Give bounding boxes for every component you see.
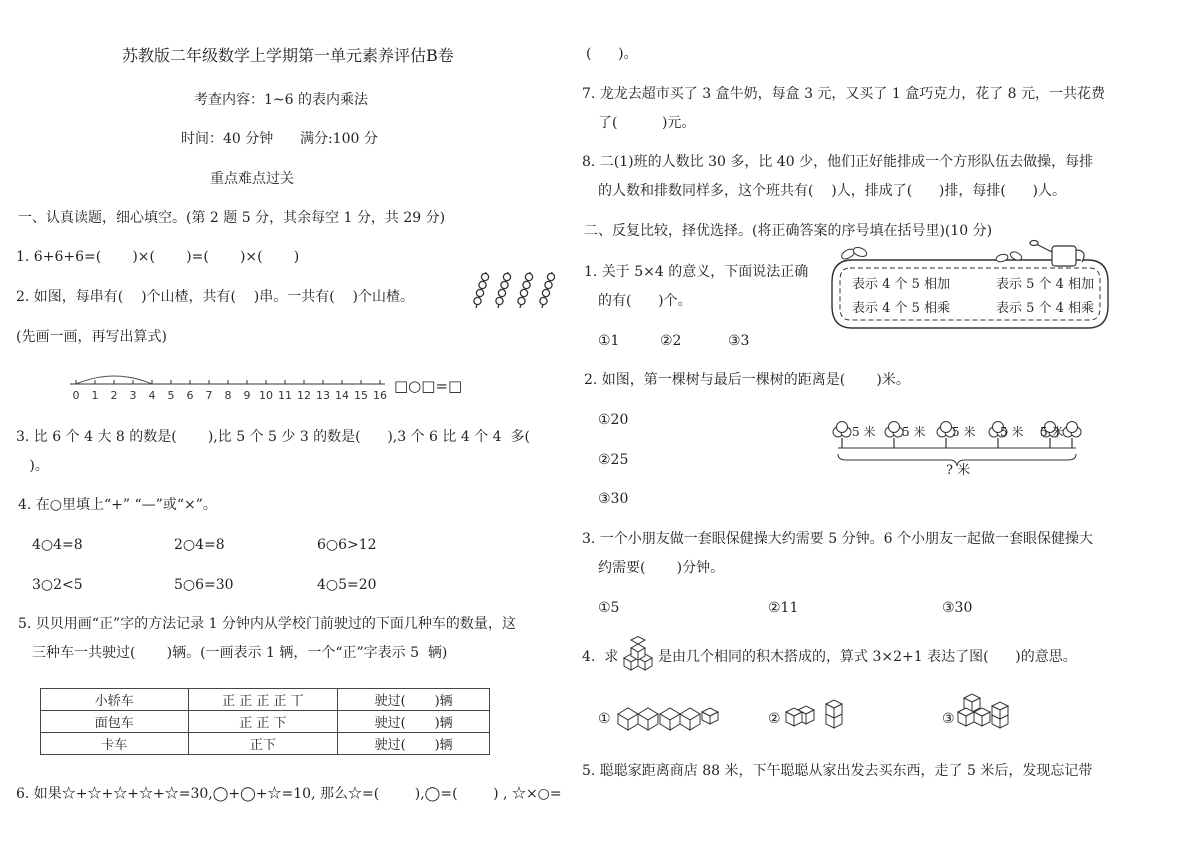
continued-blank: ( )。 <box>586 46 638 62</box>
choice-1-line-2: 的有( )个。 <box>598 293 692 309</box>
number-line-label: 2 <box>110 389 118 402</box>
number-line-label: 12 <box>297 389 311 402</box>
choice-option: ②25 <box>598 452 629 468</box>
number-line-label: 0 <box>72 389 80 402</box>
number-line-label: 3 <box>129 389 137 402</box>
number-line-label: 5 <box>167 389 175 402</box>
choice-option: ③ <box>942 711 955 727</box>
choice-2: 2. 如图，第一棵树与最后一棵树的距离是( )米。 <box>584 372 910 388</box>
choice-option: ①1 <box>598 333 620 349</box>
choice-option: ③3 <box>728 333 750 349</box>
choice-option: ③30 <box>598 491 629 507</box>
section-1-heading: 一、认真读题，细心填空。(第 2 题 5 分，其余每空 1 分，共 29 分) <box>18 210 446 226</box>
number-line-label: 7 <box>205 389 213 402</box>
choice-5: 5. 聪聪家距离商店 88 米，下午聪聪从家出发去买东西，走了 5 米后，发现忘记带 <box>582 763 1093 779</box>
tree-icon <box>885 422 903 449</box>
section-2-heading: 二、反复比较，择优选择。(将正确答案的序号填在括号里)(10 分) <box>584 223 993 239</box>
exam-content: 考查内容：1~6 的表内乘法 <box>194 92 368 108</box>
statement-3: 表示 4 个 5 相乘 <box>852 301 951 316</box>
block-stack-image <box>620 636 656 672</box>
exam-time-score: 时间：40 分钟 满分:100 分 <box>181 131 378 147</box>
question-2: 2. 如图，每串有( )个山楂，共有( )串。一共有( )个山楂。 <box>16 289 414 305</box>
question-4: 4. 在○里填上“+” “—”或“×”。 <box>18 497 217 513</box>
table-cell: 正 正 正 正 丅 <box>188 689 338 711</box>
tree-gap-label: 5 米 <box>1040 425 1064 439</box>
skewer-3 <box>518 272 533 308</box>
skewer-1 <box>474 272 489 308</box>
question-4-item: 3○2<5 <box>32 577 83 593</box>
skewer-4 <box>540 272 555 308</box>
tree-total-label: ? 米 <box>946 463 971 478</box>
choice-option: ①5 <box>598 600 620 616</box>
question-3-line-2: )。 <box>16 458 49 474</box>
block-figure-1 <box>616 700 720 734</box>
number-line-label: 8 <box>224 389 232 402</box>
table-cell: 驶过( )辆 <box>338 689 490 711</box>
question-3-line-1: 3. 比 6 个 4 大 8 的数是( ),比 5 个 5 少 3 的数是( ),3 个 6 比 4 个 4 多( <box>16 429 530 445</box>
question-4-item: 4○4=8 <box>32 537 83 553</box>
statement-4: 表示 5 个 4 相乘 <box>996 301 1095 316</box>
question-7-line-1: 7. 龙龙去超市买了 3 盒牛奶，每盒 3 元，又买了 1 盒巧克力，花了 8 元，一共花费 <box>582 86 1106 102</box>
choice-option: ③30 <box>942 600 973 616</box>
section-heading-key: 重点难点过关 <box>210 171 294 187</box>
tree-icon <box>1063 422 1081 449</box>
number-line-label: 16 <box>373 389 387 402</box>
question-8-line-2: 的人数和排数同样多，这个班共有( )人，排成了( )排，每排( )人。 <box>598 183 1066 199</box>
number-line-label: 11 <box>278 389 292 402</box>
number-line-label: 4 <box>148 389 156 402</box>
question-1: 1. 6+6+6=( )×( )=( )×( ) <box>16 249 300 265</box>
table-row <box>41 689 490 711</box>
number-line-label: 13 <box>316 389 330 402</box>
question-4-item: 6○6>12 <box>317 537 377 553</box>
hawthorn-skewers-image <box>468 268 564 310</box>
choice-option: ②2 <box>660 333 682 349</box>
choice-4-text: 是由几个相同的积木搭成的，算式 3×2+1 表达了图( )的意思。 <box>658 649 1077 665</box>
question-5-line-2: 三种车一共驶过( )辆。(一画表示 1 辆，一个“正”字表示 5 辆) <box>32 645 448 661</box>
number-line-label: 15 <box>354 389 368 402</box>
question-4-item: 2○4=8 <box>174 537 225 553</box>
number-line-label: 1 <box>91 389 99 402</box>
table-cell: 正 正 下 <box>188 711 338 733</box>
table-cell: 驶过( )辆 <box>338 733 490 755</box>
tree-icon <box>833 422 851 449</box>
block-figure-3 <box>956 692 1012 732</box>
question-7-line-2: 了( )元。 <box>598 115 696 131</box>
statement-2: 表示 5 个 4 相加 <box>996 277 1095 292</box>
choice-option: ② <box>768 711 781 727</box>
number-line <box>60 364 390 404</box>
question-4-item: 4○5=20 <box>317 577 377 593</box>
skewer-2 <box>496 272 511 308</box>
choice-1-line-1: 1. 关于 5×4 的意义，下面说法正确 <box>584 264 809 280</box>
choice-option: ①20 <box>598 412 629 428</box>
block-figure-2 <box>784 698 848 734</box>
choice-3-line-2: 约需要( )分钟。 <box>598 560 725 576</box>
table-cell: 小轿车 <box>41 689 189 711</box>
question-5-line-1: 5. 贝贝用画“正”字的方法记录 1 分钟内从学校门前驶过的下面几种车的数量，这 <box>18 616 516 632</box>
number-line-label: 14 <box>335 389 349 402</box>
exam-title: 苏教版二年级数学上学期第一单元素养评估B卷 <box>122 46 454 65</box>
statement-1: 表示 4 个 5 相加 <box>852 277 951 292</box>
question-2-note: (先画一画，再写出算式) <box>16 329 167 345</box>
tree-gap-label: 5 米 <box>852 425 876 439</box>
formula-blank: □○□=□ <box>394 377 463 395</box>
tree-gap-label: 5 米 <box>1000 425 1024 439</box>
question-8-line-1: 8. 二(1)班的人数比 30 多，比 40 少，他们正好能排成一个方形队伍去做操，每排 <box>582 154 1094 170</box>
table-row <box>41 711 490 733</box>
table-cell: 驶过( )辆 <box>338 711 490 733</box>
choice-option: ① <box>598 711 611 727</box>
question-6: 6. 如果☆+☆+☆+☆+☆=30,◯+◯+☆=10, 那么☆=( ),◯=( ) , ☆×○= <box>16 786 562 802</box>
table-cell: 面包车 <box>41 711 189 733</box>
table-cell: 正下 <box>188 733 338 755</box>
number-line-label: 10 <box>259 389 273 402</box>
table-cell: 卡车 <box>41 733 189 755</box>
question-4-item: 5○6=30 <box>174 577 234 593</box>
vehicle-tally-table <box>40 688 490 755</box>
number-line-label: 9 <box>243 389 251 402</box>
tree-gap-label: 5 米 <box>902 425 926 439</box>
choice-option: ②11 <box>768 600 799 616</box>
table-row <box>41 733 490 755</box>
number-line-label: 6 <box>186 389 194 402</box>
choice-3-line-1: 3. 一个小朋友做一套眼保健操大约需要 5 分钟。6 个小朋友一起做一套眼保健操大 <box>582 531 1093 547</box>
tree-gap-label: 5 米 <box>952 425 976 439</box>
choice-4-start: 4. 求 <box>582 649 619 665</box>
